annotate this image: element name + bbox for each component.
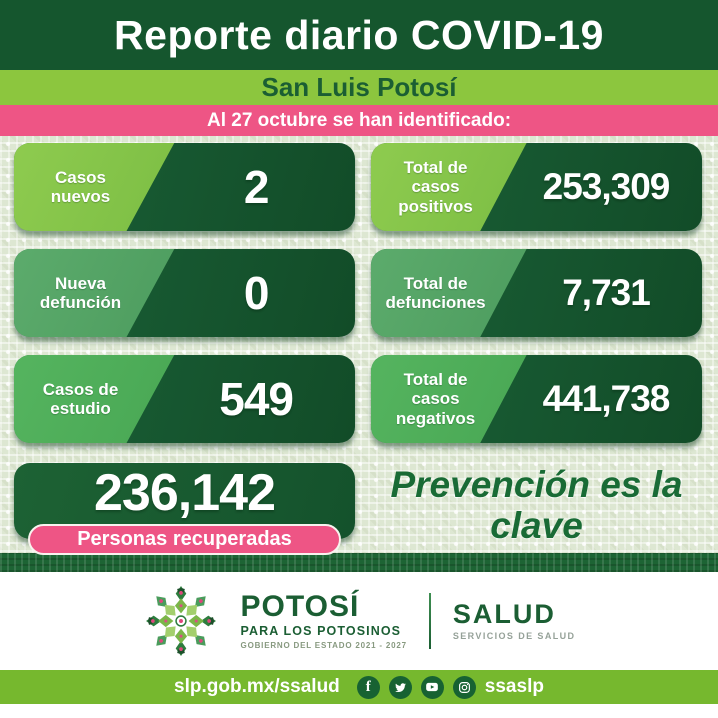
footer-logos [0,572,718,670]
gov-logo-text [241,591,407,650]
stat-label: Nueva defunción [39,273,122,312]
youtube-icon[interactable] [421,676,444,699]
stat-value: 441,738 [542,378,670,419]
salud-logo-text [453,600,576,643]
separator-band [0,553,718,572]
twitter-icon[interactable] [389,676,412,699]
gov-tagline: PARA LOS POTOSINOS [240,623,402,638]
salud-subtitle: SERVICIOS DE SALUD [452,631,576,642]
social-handle[interactable]: ssaslp [484,676,544,697]
instagram-icon[interactable] [453,676,476,699]
stat-label: Total de defunciones [385,273,486,312]
recovered-card [14,463,355,550]
gov-name: POTOSÍ [240,590,360,624]
subtitle-band [0,70,718,105]
facebook-icon[interactable]: f [357,676,380,699]
stat-card-total-negativos [371,355,702,443]
stat-label: Total de casos negativos [395,370,476,428]
potosi-rosette-logo [143,583,219,659]
bottom-bar [0,670,718,704]
stat-card-casos-estudio [14,355,355,443]
recovered-label-pill: Personas recuperadas [28,524,342,555]
stat-value: 0 [243,267,269,319]
stat-label: Casos de estudio [42,379,119,418]
stat-card-nueva-defuncion [14,249,355,337]
prevention-slogan: Prevención es la clave [390,463,683,546]
recovered-value: 236,142 [94,464,275,522]
stat-label: Total de casos positivos [398,158,473,216]
gov-subtext: GOBIERNO DEL ESTADO 2021 - 2027 [240,641,407,651]
stat-card-total-positivos [371,143,702,231]
date-banner-text: Al 27 octubre se han identificado: [206,109,512,131]
stat-value: 253,309 [542,166,670,207]
website-url[interactable]: slp.gob.mx/ssalud [174,676,340,697]
logo-divider [429,593,431,649]
stat-card-casos-nuevos [14,143,355,231]
stat-label: Casos nuevos [50,167,111,206]
bottom-margin [0,704,718,718]
stat-value: 2 [243,161,269,213]
date-banner [0,105,718,136]
header [0,0,718,70]
state-name: San Luis Potosí [261,72,457,102]
stat-value: 7,731 [562,272,650,313]
stat-value: 549 [219,373,293,425]
stats-grid [0,136,718,553]
stat-card-total-defunciones [371,249,702,337]
page-title: Reporte diario COVID-19 [114,11,604,58]
salud-title: SALUD [452,598,556,629]
